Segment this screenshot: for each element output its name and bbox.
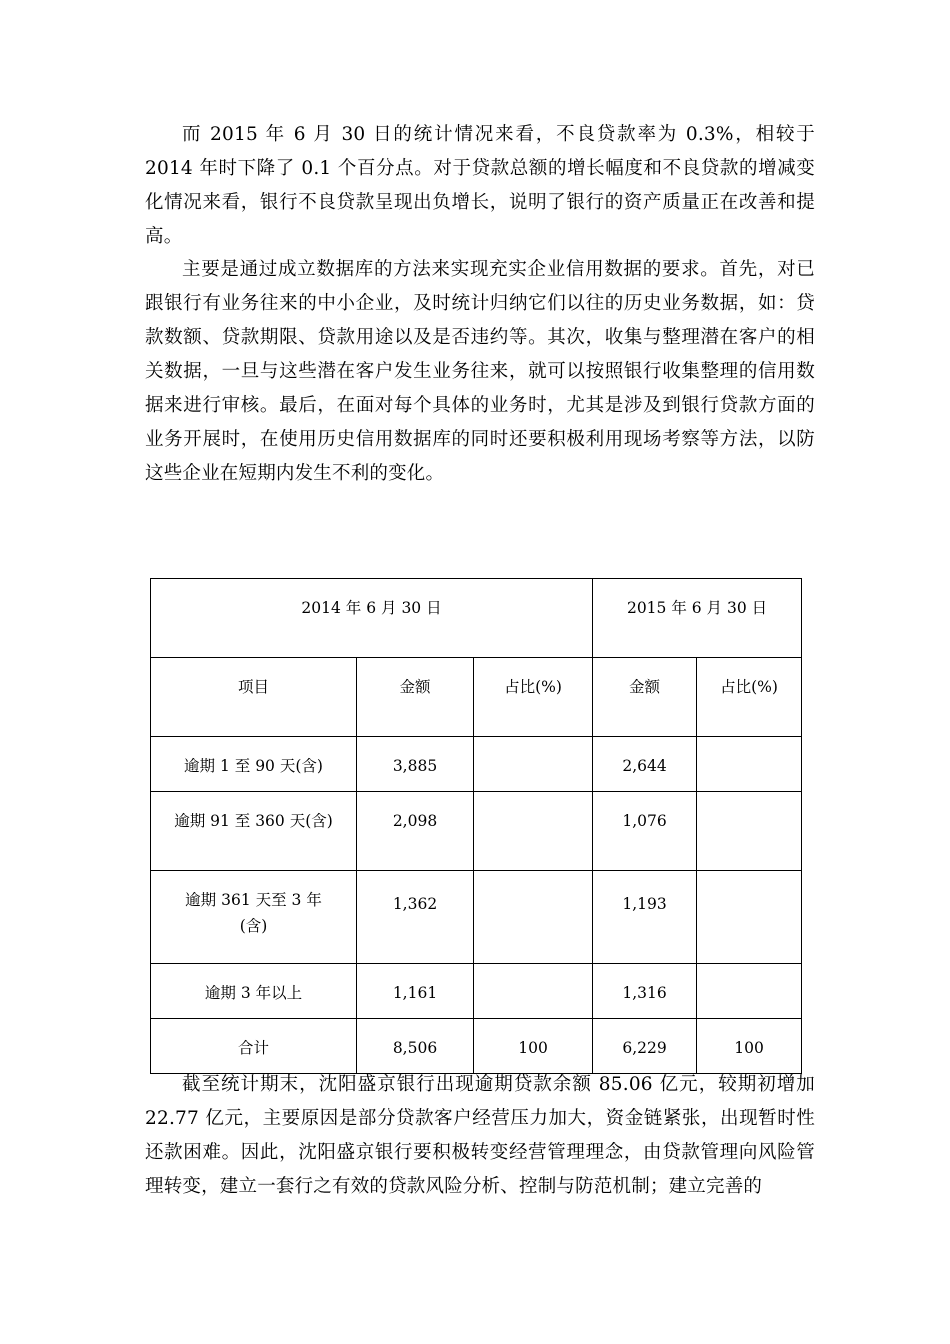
period-2015-cell: 2015 年 6 月 30 日 <box>593 579 802 658</box>
row-amount-2014: 3,885 <box>357 737 474 792</box>
row-ratio-2015 <box>697 871 802 964</box>
row-ratio-2014: 100 <box>474 1019 593 1074</box>
row-amount-2015: 1,076 <box>593 792 697 871</box>
row-ratio-2014 <box>474 964 593 1019</box>
row-amount-2015: 1,316 <box>593 964 697 1019</box>
row-amount-2014: 8,506 <box>357 1019 474 1074</box>
header-amount-2015: 金额 <box>593 658 697 737</box>
row-amount-2015: 1,193 <box>593 871 697 964</box>
row-ratio-2014 <box>474 737 593 792</box>
row-amount-2014: 2,098 <box>357 792 474 871</box>
table-total-row <box>151 1019 802 1074</box>
row-ratio-2015 <box>697 792 802 871</box>
paragraph-overdue-summary: 截至统计期末，沈阳盛京银行出现逾期贷款余额 85.06 亿元，较期初增加 22.77 亿元，主要原因是部分贷款客户经营压力加大，资金链紧张，出现暂时性还款困难。因此，沈阳盛京银行要积极转变经营管理理念，由贷款管理向风险管理转变，建立一套行之有效的贷款风险分析、控制与防范机制；建立完善的 <box>145 1074 815 1197</box>
row-amount-2014: 1,362 <box>357 871 474 964</box>
header-amount-2014: 金额 <box>357 658 474 737</box>
header-ratio-2015: 占比(%) <box>697 658 802 737</box>
header-ratio-2014: 占比(%) <box>474 658 593 737</box>
header-item: 项目 <box>151 658 357 737</box>
row-amount-2015: 6,229 <box>593 1019 697 1074</box>
row-item-line1: 逾期 361 天至 3 年 <box>185 891 322 909</box>
row-ratio-2014 <box>474 871 593 964</box>
row-item: 合计 <box>151 1019 357 1074</box>
table-header-row <box>151 658 802 737</box>
row-ratio-2015 <box>697 737 802 792</box>
table-row <box>151 792 802 871</box>
paragraph-credit-database: 主要是通过成立数据库的方法来实现充实企业信用数据的要求。首先，对已跟银行有业务往来的中小企业，及时统计归纳它们以往的历史业务数据，如：贷款数额、贷款期限、贷款用途以及是否违约等。其次，收集与整理潜在客户的相关数据，一旦与这些潜在客户发生业务往来，就可以按照银行收集整理的信用数据来进行审核。最后，在面对每个具体的业务时，尤其是涉及到银行贷款方面的业务开展时，在使用历史信用数据库的同时还要积极利用现场考察等方法，以防这些企业在短期内发生不利的变化。 <box>145 259 815 484</box>
row-ratio-2015: 100 <box>697 1019 802 1074</box>
row-amount-2014: 1,161 <box>357 964 474 1019</box>
table-row <box>151 737 802 792</box>
row-item-line2: (含) <box>239 917 268 935</box>
row-item: 逾期 3 年以上 <box>151 964 357 1019</box>
row-ratio-2015 <box>697 964 802 1019</box>
row-item: 逾期 91 至 360 天(含) <box>151 792 357 871</box>
row-amount-2015: 2,644 <box>593 737 697 792</box>
paragraph-npl-ratio: 而 2015 年 6 月 30 日的统计情况来看，不良贷款率为 0.3%，相较于 2014 年时下降了 0.1 个百分点。对于贷款总额的增长幅度和不良贷款的增减变化情况来看，银行不良贷款呈现出负增长，说明了银行的资产质量正在改善和提高。 <box>145 124 815 247</box>
overdue-loans-table <box>150 578 802 1074</box>
row-item: 逾期 1 至 90 天(含) <box>151 737 357 792</box>
row-item <box>151 871 357 964</box>
row-ratio-2014 <box>474 792 593 871</box>
table-period-row <box>151 579 802 658</box>
period-2014-cell: 2014 年 6 月 30 日 <box>151 579 593 658</box>
table-row <box>151 871 802 964</box>
table-row <box>151 964 802 1019</box>
